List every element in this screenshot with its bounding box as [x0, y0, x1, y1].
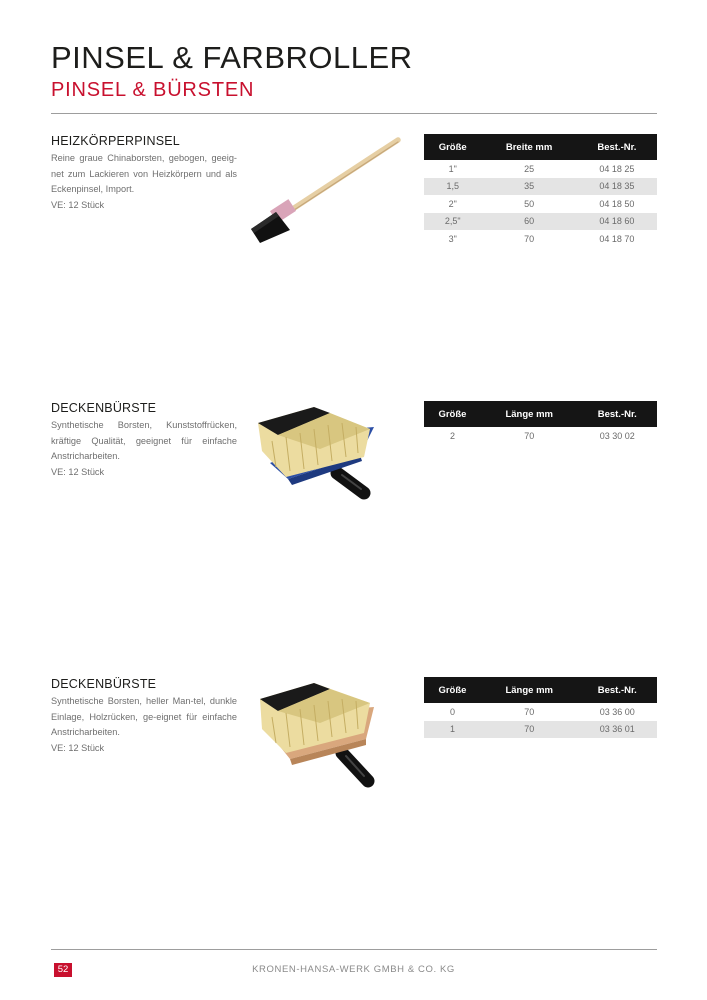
radiator-brush-icon — [248, 134, 408, 246]
product-description: Synthetische Borsten, Kunststoffrücken, kräftige Qualität, geeignet für einfache Anstricharbeiten. VE: 12 Stück — [51, 420, 237, 477]
header-divider — [51, 113, 657, 114]
table-row: 3" 70 04 18 70 — [448, 233, 635, 244]
page-title: PINSEL & FARBROLLER — [51, 40, 413, 75]
product-section-radiator-brush — [0, 134, 707, 404]
spec-table — [424, 677, 657, 738]
table-row: 0 70 03 36 00 — [449, 706, 635, 717]
product-title: DECKENBÜRSTE — [51, 401, 157, 415]
table-header-length: Länge mm — [481, 401, 578, 427]
table-header-size: Größe — [424, 677, 481, 703]
table-header-width: Breite mm — [481, 134, 576, 160]
ceiling-brush-blue-icon — [252, 401, 382, 505]
product-description: Synthetische Borsten, heller Man-tel, dunkle Einlage, Holzrücken, ge-eignet für einfache Anstricharbeiten. VE: 12 Stück — [51, 696, 237, 753]
table-row: 1 70 03 36 01 — [424, 721, 657, 739]
product-description: Reine graue Chinaborsten, gebogen, geeig-net zum Lackieren von Heizkörpern und als Eckenpinsel, Import. VE: 12 Stück — [51, 153, 237, 210]
table-row: 1" 25 04 18 25 — [448, 163, 635, 174]
table-header-length: Länge mm — [481, 677, 578, 703]
table-header-order-no: Best.-Nr. — [578, 677, 657, 703]
table-row: 1,5 35 04 18 35 — [424, 178, 657, 196]
ceiling-brush-wood-icon — [254, 677, 382, 791]
product-section-ceiling-brush-wood — [0, 677, 707, 947]
product-section-ceiling-brush-plastic — [0, 401, 707, 671]
spec-table — [424, 401, 657, 445]
table-header-size: Größe — [424, 401, 481, 427]
page-number: 52 — [54, 963, 72, 977]
product-title: DECKENBÜRSTE — [51, 677, 157, 691]
spec-table — [424, 134, 657, 248]
footer-company: KRONEN-HANSA-WERK GMBH & CO. KG — [252, 964, 455, 975]
footer-divider — [51, 949, 657, 950]
table-header-order-no: Best.-Nr. — [577, 134, 657, 160]
page-subtitle: PINSEL & BÜRSTEN — [51, 79, 255, 101]
table-header-size: Größe — [424, 134, 481, 160]
table-row: 2 70 03 30 02 — [449, 430, 635, 441]
product-title: HEIZKÖRPERPINSEL — [51, 134, 180, 148]
table-header-order-no: Best.-Nr. — [578, 401, 657, 427]
table-row: 2,5" 60 04 18 60 — [424, 213, 657, 231]
table-row: 2" 50 04 18 50 — [448, 198, 635, 209]
